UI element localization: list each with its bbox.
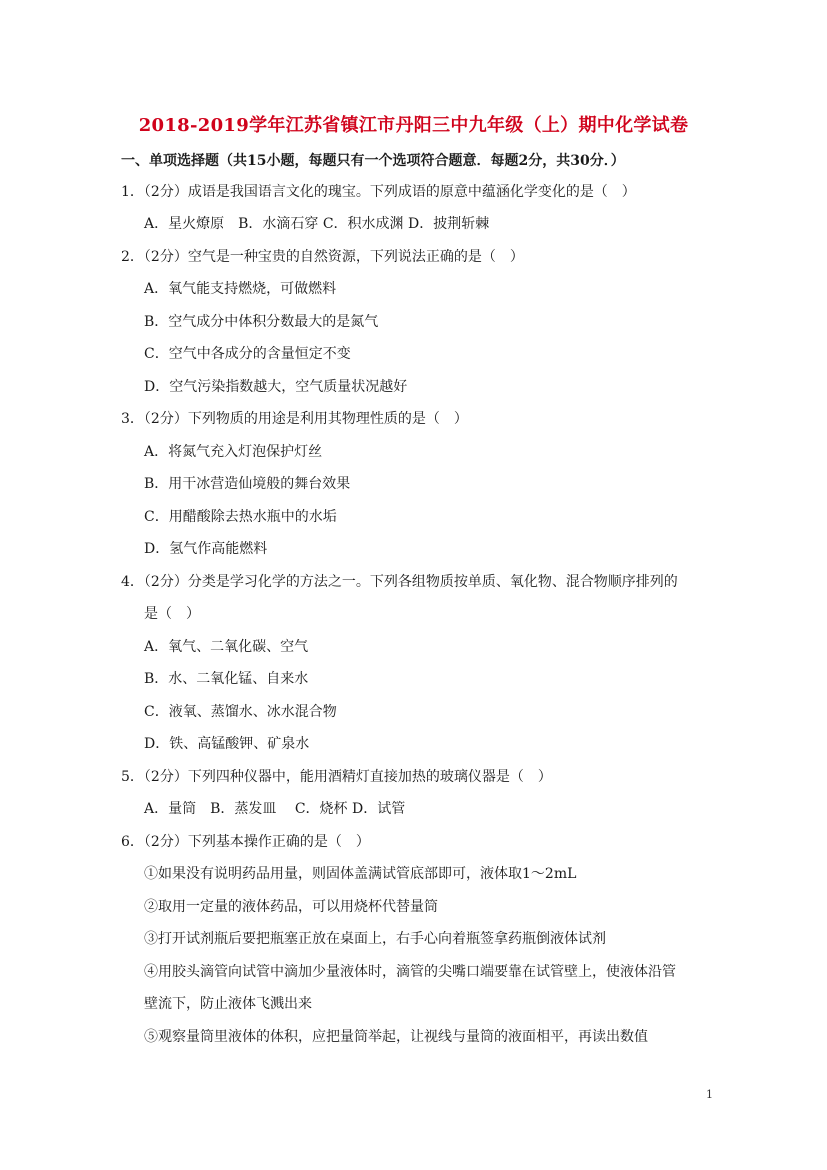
section-heading: 一、单项选择题（共15小题，每题只有一个选项符合题意．每题2分，共30分．） [121, 153, 625, 169]
question-6-item-1: ①如果没有说明药品用量，则固体盖满试管底部即可，液体取1～2mL [144, 866, 577, 882]
question-3-option-b: B．用干冰营造仙境般的舞台效果 [144, 476, 351, 492]
question-5: 5．（2分）下列四种仪器中，能用酒精灯直接加热的玻璃仪器是（ ） [121, 769, 552, 785]
question-3-option-d: D．氢气作高能燃料 [144, 541, 268, 557]
question-2-option-a: A．氧气能支持燃烧，可做燃料 [144, 281, 337, 297]
question-6-item-5: ⑤观察量筒里液体的体积，应把量筒举起，让视线与量筒的液面相平，再读出数值 [144, 1029, 648, 1045]
question-6: 6．（2分）下列基本操作正确的是（ ） [121, 834, 370, 850]
question-2-option-b: B．空气成分中体积分数最大的是氮气 [144, 314, 379, 330]
question-3: 3．（2分）下列物质的用途是利用其物理性质的是（ ） [121, 411, 468, 427]
question-1-options: A．星火燎原 B．水滴石穿 C．积水成渊 D．披荆斩棘 [144, 216, 490, 232]
question-4: 4．（2分）分类是学习化学的方法之一。下列各组物质按单质、氧化物、混合物顺序排列的 [121, 574, 678, 590]
question-6-item-4-continuation: 壁流下，防止液体飞溅出来 [144, 996, 312, 1012]
question-3-option-a: A．将氮气充入灯泡保护灯丝 [144, 444, 323, 460]
question-6-item-3: ③打开试剂瓶后要把瓶塞正放在桌面上，右手心向着瓶签拿药瓶倒液体试剂 [144, 931, 606, 947]
question-4-option-d: D．铁、高锰酸钾、矿泉水 [144, 736, 310, 752]
question-3-option-c: C．用醋酸除去热水瓶中的水垢 [144, 509, 337, 525]
page-number: 1 [706, 1088, 713, 1101]
question-4-option-a: A．氧气、二氧化碳、空气 [144, 639, 309, 655]
exam-title: 2018-2019学年江苏省镇江市丹阳三中九年级（上）期中化学试卷 [138, 115, 689, 136]
question-4-continuation: 是（ ） [144, 606, 200, 622]
question-6-item-4: ④用胶头滴管向试管中滴加少量液体时，滴管的尖嘴口端要靠在试管壁上，使液体沿管 [144, 964, 676, 980]
question-5-options: A．量筒 B．蒸发皿 C．烧杯 D．试管 [144, 801, 406, 817]
question-2: 2．（2分）空气是一种宝贵的自然资源，下列说法正确的是（ ） [121, 249, 524, 265]
question-2-option-c: C．空气中各成分的含量恒定不变 [144, 346, 351, 362]
question-6-item-2: ②取用一定量的液体药品，可以用烧杯代替量筒 [144, 899, 438, 915]
question-2-option-d: D．空气污染指数越大，空气质量状况越好 [144, 379, 408, 395]
question-4-option-c: C．液氧、蒸馏水、冰水混合物 [144, 704, 337, 720]
question-1: 1．（2分）成语是我国语言文化的瑰宝。下列成语的原意中蕴涵化学变化的是（ ） [121, 184, 636, 200]
question-4-option-b: B．水、二氧化锰、自来水 [144, 671, 309, 687]
